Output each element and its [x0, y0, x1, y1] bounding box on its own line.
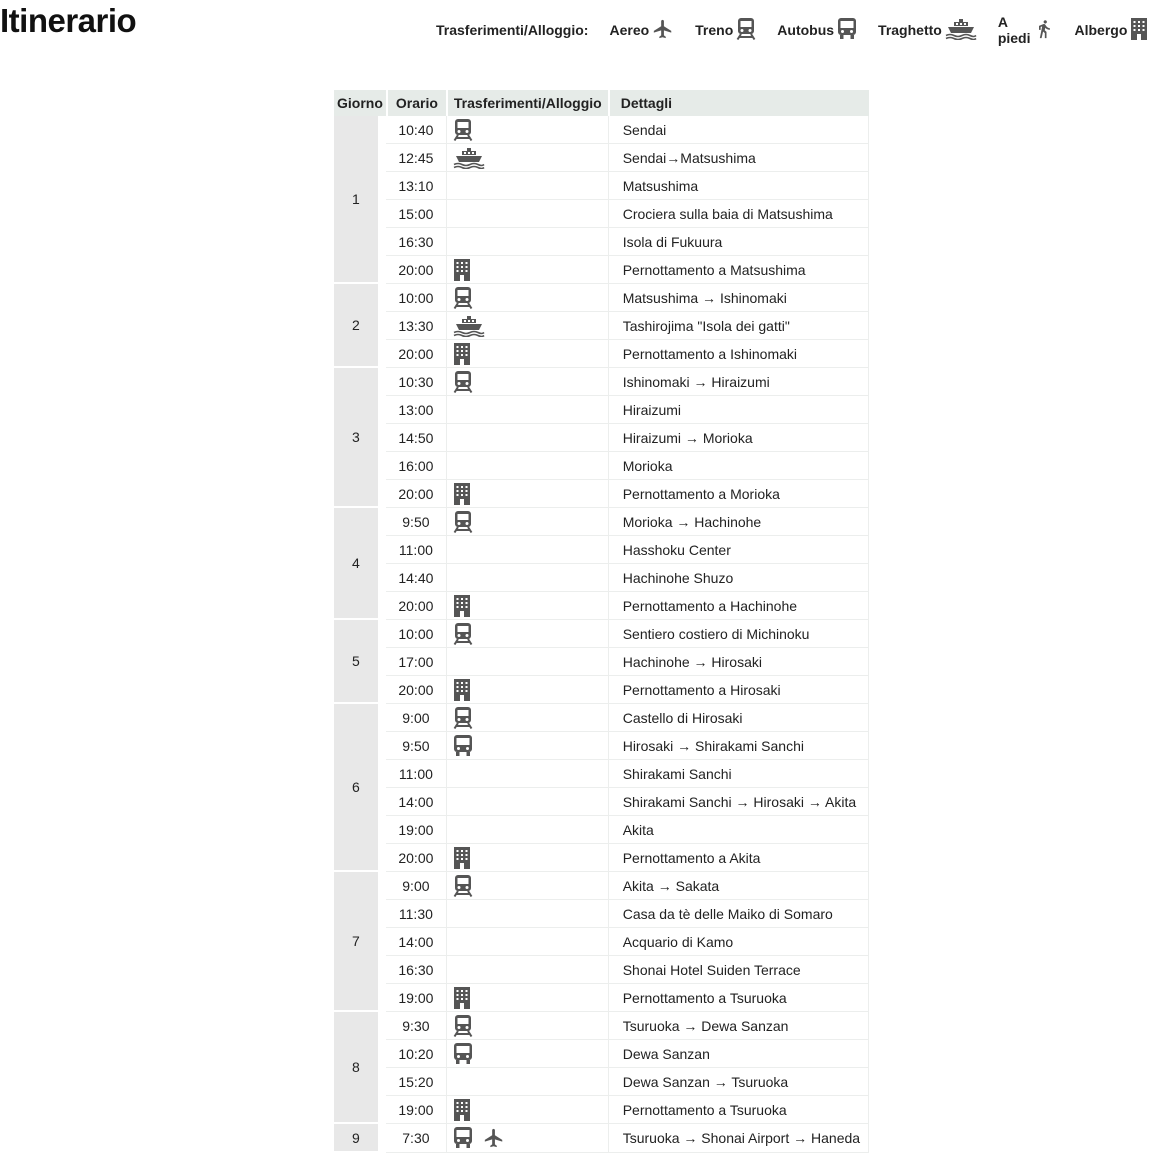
- day-cell: 1: [334, 116, 386, 284]
- table-row: [334, 928, 869, 956]
- detail-cell: Matsushima: [608, 172, 869, 200]
- legend-item-plane: [609, 18, 674, 43]
- table-row: [334, 480, 869, 508]
- transfer-cell: [446, 1040, 608, 1068]
- transfer-cell: [446, 984, 608, 1012]
- time-cell: 13:30: [386, 312, 446, 340]
- header-time: Orario: [386, 90, 446, 116]
- transfer-cell: [446, 648, 608, 676]
- detail-cell: Hiraizumi → Morioka: [608, 424, 869, 452]
- detail-cell: Sendai→Matsushima: [608, 144, 869, 172]
- table-row: [334, 648, 869, 676]
- table-header-row: [334, 90, 869, 116]
- detail-cell: Hachinohe Shuzo: [608, 564, 869, 592]
- time-cell: 9:30: [386, 1012, 446, 1040]
- legend-label: A piedi: [997, 14, 1031, 46]
- table-row: [334, 368, 869, 396]
- detail-cell: Morioka: [608, 452, 869, 480]
- time-cell: 20:00: [386, 676, 446, 704]
- transfer-cell: [446, 872, 608, 900]
- transfer-cell: [446, 452, 608, 480]
- table-row: [334, 116, 869, 144]
- bus-icon: [453, 1127, 473, 1149]
- time-cell: 11:00: [386, 760, 446, 788]
- detail-cell: Tsuruoka → Dewa Sanzan: [608, 1012, 869, 1040]
- transfer-cell: [446, 340, 608, 368]
- transfer-cell: [446, 228, 608, 256]
- detail-cell: Dewa Sanzan: [608, 1040, 869, 1068]
- transfer-cell: [446, 396, 608, 424]
- detail-cell: Shonai Hotel Suiden Terrace: [608, 956, 869, 984]
- day-cell: 6: [334, 704, 386, 872]
- time-cell: 12:45: [386, 144, 446, 172]
- transfer-cell: [446, 312, 608, 340]
- time-cell: 13:00: [386, 396, 446, 424]
- detail-cell: Pernottamento a Morioka: [608, 480, 869, 508]
- page-title: Itinerario: [0, 2, 137, 39]
- table-row: [334, 172, 869, 200]
- time-cell: 19:00: [386, 984, 446, 1012]
- transfer-cell: [446, 676, 608, 704]
- transfer-cell: [446, 256, 608, 284]
- table-row: [334, 732, 869, 760]
- legend-item-hotel: [1075, 18, 1149, 43]
- time-cell: 17:00: [386, 648, 446, 676]
- transfer-cell: [446, 564, 608, 592]
- day-cell: 8: [334, 1012, 386, 1124]
- transfer-cell: [446, 956, 608, 984]
- transfer-cell: [446, 1096, 608, 1124]
- detail-cell: Tashirojima "Isola dei gatti": [608, 312, 869, 340]
- transfer-cell: [446, 424, 608, 452]
- time-cell: 19:00: [386, 816, 446, 844]
- detail-cell: Pernottamento a Hachinohe: [608, 592, 869, 620]
- ferry-icon: [453, 315, 485, 337]
- time-cell: 20:00: [386, 480, 446, 508]
- detail-cell: Isola di Fukuura: [608, 228, 869, 256]
- table-row: [334, 676, 869, 704]
- table-row: [334, 564, 869, 592]
- transfer-cell: [446, 732, 608, 760]
- time-cell: 15:20: [386, 1068, 446, 1096]
- detail-cell: Pernottamento a Tsuruoka: [608, 1096, 869, 1124]
- time-cell: 7:30: [386, 1124, 446, 1153]
- itinerary-table: [334, 90, 869, 1153]
- table-row: [334, 1096, 869, 1124]
- transfer-cell: [446, 172, 608, 200]
- transfer-cell: [446, 844, 608, 872]
- table-row: [334, 256, 869, 284]
- time-cell: 16:30: [386, 228, 446, 256]
- train-icon: [453, 707, 473, 729]
- detail-cell: Pernottamento a Ishinomaki: [608, 340, 869, 368]
- legend-item-walk: [998, 14, 1054, 46]
- detail-cell: Dewa Sanzan → Tsuruoka: [608, 1068, 869, 1096]
- time-cell: 20:00: [386, 592, 446, 620]
- time-cell: 9:00: [386, 704, 446, 732]
- transfer-cell: [446, 536, 608, 564]
- table-row: [334, 704, 869, 732]
- bus-icon: [453, 735, 473, 757]
- table-row: [334, 1040, 869, 1068]
- transfer-cell: [446, 480, 608, 508]
- transfer-cell: [446, 592, 608, 620]
- ferry-icon: [453, 147, 485, 169]
- table-row: [334, 984, 869, 1012]
- legend-item-ferry: [878, 18, 977, 43]
- hotel-icon: [453, 1099, 471, 1121]
- time-cell: 9:50: [386, 508, 446, 536]
- transfer-cell: [446, 200, 608, 228]
- table-row: [334, 396, 869, 424]
- hotel-icon: [453, 987, 471, 1009]
- detail-cell: Castello di Hirosaki: [608, 704, 869, 732]
- legend-item-train: [695, 18, 756, 43]
- transfer-cell: [446, 284, 608, 312]
- transfer-cell: [446, 508, 608, 536]
- header-transfer: Trasferimenti/Alloggio: [446, 90, 608, 116]
- legend-label: Traghetto: [878, 22, 942, 38]
- table-row: [334, 620, 869, 648]
- table-row: [334, 760, 869, 788]
- hotel-icon: [453, 847, 471, 869]
- transfer-cell: [446, 928, 608, 956]
- table-row: [334, 1124, 869, 1153]
- walk-icon: [1034, 17, 1054, 44]
- detail-cell: Pernottamento a Hirosaki: [608, 676, 869, 704]
- time-cell: 9:00: [386, 872, 446, 900]
- time-cell: 16:00: [386, 452, 446, 480]
- plane-icon: [483, 1127, 505, 1149]
- detail-cell: Tsuruoka → Shonai Airport → Haneda: [608, 1124, 869, 1153]
- bus-icon: [837, 18, 857, 43]
- transfer-cell: [446, 760, 608, 788]
- time-cell: 9:50: [386, 732, 446, 760]
- time-cell: 10:20: [386, 1040, 446, 1068]
- table-row: [334, 452, 869, 480]
- time-cell: 11:00: [386, 536, 446, 564]
- transfer-cell: [446, 1068, 608, 1096]
- day-cell: 9: [334, 1124, 386, 1153]
- detail-cell: Pernottamento a Akita: [608, 844, 869, 872]
- table-row: [334, 816, 869, 844]
- time-cell: 13:10: [386, 172, 446, 200]
- legend-label: Autobus: [777, 22, 835, 38]
- time-cell: 10:30: [386, 368, 446, 396]
- transfer-cell: [446, 1124, 608, 1153]
- table-row: [334, 424, 869, 452]
- table-row: [334, 844, 869, 872]
- table-row: [334, 340, 869, 368]
- header-day: Giorno: [334, 90, 386, 116]
- transfer-cell: [446, 816, 608, 844]
- plane-icon: [652, 18, 674, 43]
- time-cell: 14:00: [386, 928, 446, 956]
- hotel-icon: [453, 679, 471, 701]
- hotel-icon: [1130, 18, 1148, 43]
- train-icon: [453, 875, 473, 897]
- table-row: [334, 592, 869, 620]
- train-icon: [453, 1015, 473, 1037]
- transport-legend: [436, 14, 1145, 46]
- detail-cell: Sentiero costiero di Michinoku: [608, 620, 869, 648]
- detail-cell: Hachinohe → Hirosaki: [608, 648, 869, 676]
- detail-cell: Hasshoku Center: [608, 536, 869, 564]
- time-cell: 20:00: [386, 256, 446, 284]
- detail-cell: Shirakami Sanchi → Hirosaki → Akita: [608, 788, 869, 816]
- time-cell: 14:00: [386, 788, 446, 816]
- transfer-cell: [446, 704, 608, 732]
- legend-label: Albergo: [1074, 22, 1128, 38]
- header-details: Dettagli: [608, 90, 869, 116]
- transfer-cell: [446, 620, 608, 648]
- detail-cell: Pernottamento a Tsuruoka: [608, 984, 869, 1012]
- time-cell: 10:40: [386, 116, 446, 144]
- hotel-icon: [453, 343, 471, 365]
- table-row: [334, 144, 869, 172]
- train-icon: [453, 623, 473, 645]
- detail-cell: Akita → Sakata: [608, 872, 869, 900]
- transfer-cell: [446, 368, 608, 396]
- bus-icon: [453, 1043, 473, 1065]
- day-cell: 5: [334, 620, 386, 704]
- transfer-cell: [446, 116, 608, 144]
- hotel-icon: [453, 595, 471, 617]
- train-icon: [453, 371, 473, 393]
- day-cell: 2: [334, 284, 386, 368]
- ferry-icon: [945, 18, 977, 43]
- time-cell: 10:00: [386, 620, 446, 648]
- train-icon: [453, 511, 473, 533]
- transfer-cell: [446, 900, 608, 928]
- day-cell: 3: [334, 368, 386, 508]
- legend-label: Treno: [695, 22, 734, 38]
- time-cell: 15:00: [386, 200, 446, 228]
- train-icon: [453, 287, 473, 309]
- time-cell: 20:00: [386, 340, 446, 368]
- table-row: [334, 536, 869, 564]
- detail-cell: Hiraizumi: [608, 396, 869, 424]
- detail-cell: Ishinomaki → Hiraizumi: [608, 368, 869, 396]
- train-icon: [453, 119, 473, 141]
- time-cell: 16:30: [386, 956, 446, 984]
- detail-cell: Crociera sulla baia di Matsushima: [608, 200, 869, 228]
- time-cell: 14:40: [386, 564, 446, 592]
- detail-cell: Shirakami Sanchi: [608, 760, 869, 788]
- detail-cell: Sendai: [608, 116, 869, 144]
- day-cell: 4: [334, 508, 386, 620]
- table-row: [334, 872, 869, 900]
- table-row: [334, 284, 869, 312]
- legend-item-bus: [777, 18, 857, 43]
- table-row: [334, 956, 869, 984]
- hotel-icon: [453, 259, 471, 281]
- time-cell: 11:30: [386, 900, 446, 928]
- time-cell: 10:00: [386, 284, 446, 312]
- transfer-cell: [446, 1012, 608, 1040]
- detail-cell: Acquario di Kamo: [608, 928, 869, 956]
- detail-cell: Matsushima → Ishinomaki: [608, 284, 869, 312]
- time-cell: 19:00: [386, 1096, 446, 1124]
- day-cell: 7: [334, 872, 386, 1012]
- table-row: [334, 312, 869, 340]
- table-row: [334, 900, 869, 928]
- table-row: [334, 1012, 869, 1040]
- itinerary-body: [334, 116, 869, 1153]
- transfer-cell: [446, 144, 608, 172]
- train-icon: [736, 18, 756, 43]
- time-cell: 20:00: [386, 844, 446, 872]
- hotel-icon: [453, 483, 471, 505]
- detail-cell: Pernottamento a Matsushima: [608, 256, 869, 284]
- legend-label: Aereo: [609, 22, 650, 38]
- time-cell: 14:50: [386, 424, 446, 452]
- detail-cell: Hirosaki → Shirakami Sanchi: [608, 732, 869, 760]
- transfer-cell: [446, 788, 608, 816]
- table-row: [334, 228, 869, 256]
- table-row: [334, 200, 869, 228]
- detail-cell: Morioka → Hachinohe: [608, 508, 869, 536]
- legend-heading: Trasferimenti/Alloggio:: [436, 22, 589, 38]
- table-row: [334, 788, 869, 816]
- detail-cell: Casa da tè delle Maiko di Somaro: [608, 900, 869, 928]
- table-row: [334, 508, 869, 536]
- table-row: [334, 1068, 869, 1096]
- detail-cell: Akita: [608, 816, 869, 844]
